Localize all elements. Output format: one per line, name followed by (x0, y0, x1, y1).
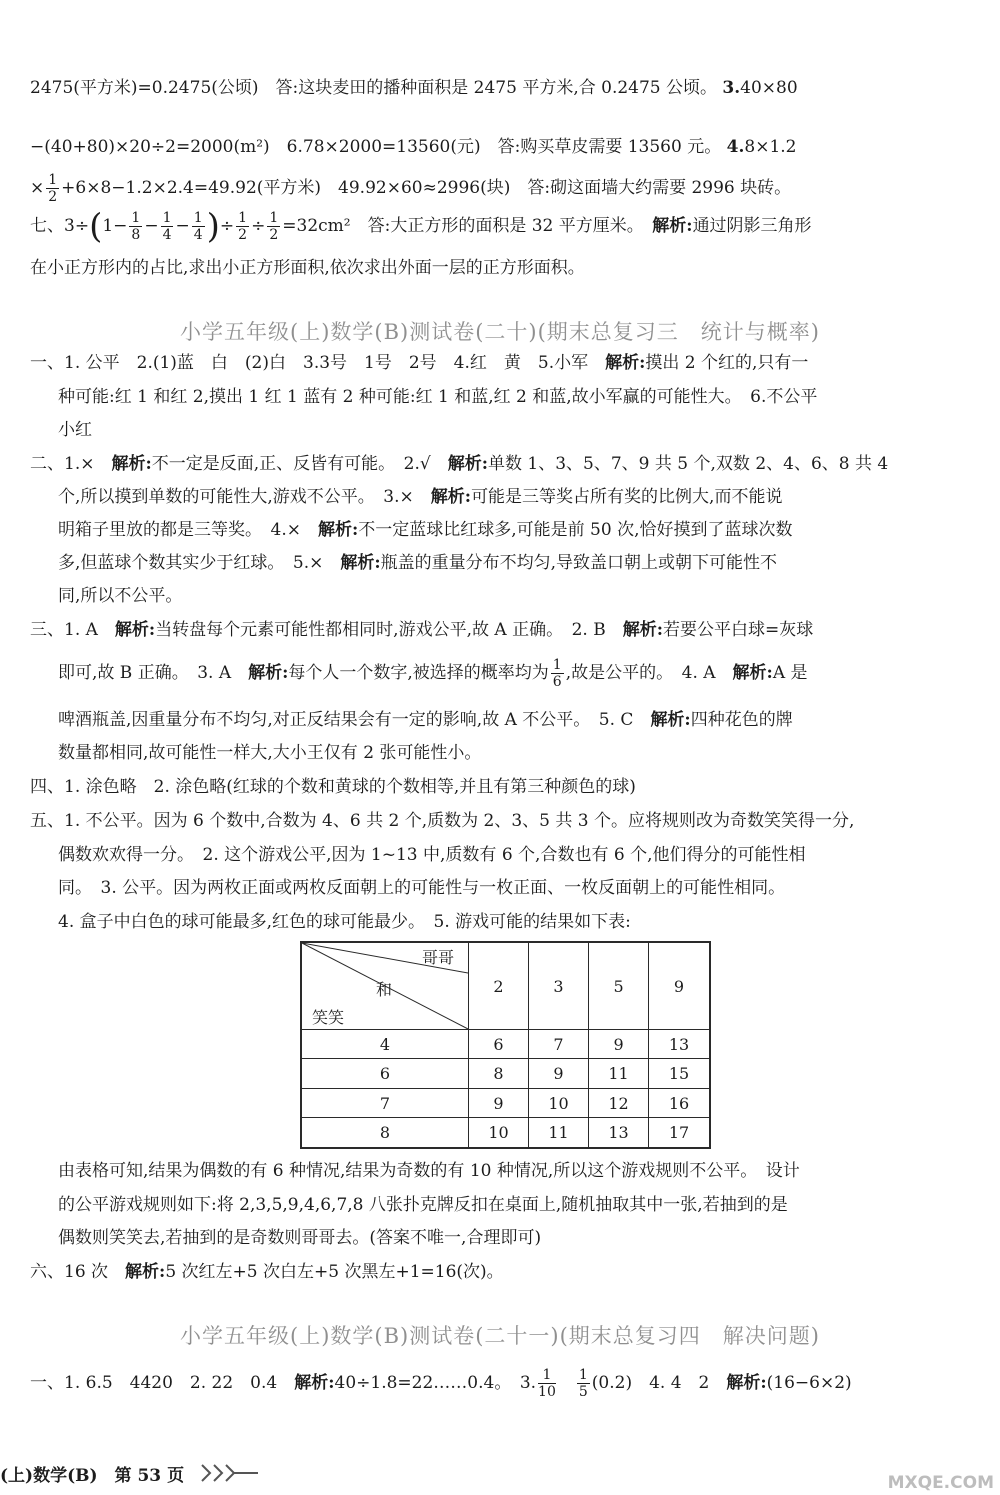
text-line: × $\frac{1}{2}$ +6×8−1.2×2.4=49.92(平方米) 49.92×60≈2996(块) 答:砌这面墙大约需要 2996 块砖。 (30, 172, 792, 205)
text-line: 明箱子里放的都是三等奖。 4.× 解析:不一定蓝球比红球多,可能是前 50 次,恰好摸到了蓝球次数 (58, 520, 793, 540)
table-cell: 6 (469, 1030, 529, 1059)
game-results-table (300, 941, 711, 1149)
text-line: 2475(平方米)=0.2475(公顷) 答:这块麦田的播种面积是 2475 平方米,合 0.2475 公顷。 3.40×80 (30, 78, 798, 98)
question-7: 七、3÷(1− $\frac{1}{8}$ − $\frac{1}{4}$ − $\frac{1}{4}$ )÷ $\frac{1}{2}$ ÷ $\frac{1}{2}$ =32cm² 答:大正方形的面积是 32 平方厘米。 解析:通过阴影三角形 (30, 206, 812, 247)
corner-label: 笑笑 (312, 1008, 345, 1027)
section-title: 小学五年级(上)数学(B)测试卷(二十一)(期末总复习四 解决问题) (180, 1324, 820, 1348)
row-header: 6 (301, 1059, 469, 1088)
table-cell: 10 (529, 1088, 589, 1117)
table-cell: 11 (589, 1059, 649, 1088)
table-row (301, 1088, 710, 1117)
row-header: 8 (301, 1118, 469, 1148)
arrow-decoration-icon (200, 1463, 260, 1483)
footer-label: (上)数学(B) 第 53 页 (0, 1466, 185, 1486)
section-title: 小学五年级(上)数学(B)测试卷(二十)(期末总复习三 统计与概率) (180, 320, 820, 344)
table-cell: 9 (469, 1088, 529, 1117)
table-row (301, 1059, 710, 1088)
text-line: 同,所以不公平。 (58, 586, 183, 606)
text-line: 啤酒瓶盖,因重量分布不均匀,对正反结果会有一定的影响,故 A 不公平。 5. C 解析:四种花色的牌 (58, 710, 793, 730)
table-cell: 11 (529, 1118, 589, 1148)
row-header: 4 (301, 1030, 469, 1059)
text-line: 偶数欢欢得一分。 2. 这个游戏公平,因为 1~13 中,质数有 6 个,合数也有 6 个,他们得分的可能性相 (58, 845, 806, 865)
text-line: −(40+80)×20÷2=2000(m²) 6.78×2000=13560(元) 答:购买草皮需要 13560 元。 4.8×1.2 (30, 137, 797, 157)
table-cell: 8 (469, 1059, 529, 1088)
text-line: 由表格可知,结果为偶数的有 6 种情况,结果为奇数的有 10 种情况,所以这个游戏规则不公平。 设计 (58, 1161, 800, 1181)
table-cell: 15 (649, 1059, 710, 1088)
table-cell: 13 (649, 1030, 710, 1059)
text-line: 二、1.× 解析:不一定是反面,正、反皆有可能。 2.√ 解析:单数 1、3、5、7、9 共 5 个,双数 2、4、6、8 共 4 (30, 454, 889, 474)
text-line: 多,但蓝球个数其实少于红球。 5.× 解析:瓶盖的重量分布不均匀,导致盖口朝上或朝下可能性不 (58, 553, 778, 573)
text-line: 4. 盒子中白色的球可能最多,红色的球可能最少。 5. 游戏可能的结果如下表: (58, 912, 631, 932)
text-line: 三、1. A 解析:当转盘每个元素可能性都相同时,游戏公平,故 A 正确。 2. B 解析:若要公平白球=灰球 (30, 620, 814, 640)
text-line: 同。 3. 公平。因为两枚正面或两枚反面朝上的可能性与一枚正面、一枚反面朝上的可能性相同。 (58, 878, 786, 898)
text-line: 即可,故 B 正确。 3. A 解析:每个人一个数字,被选择的概率均为 $\frac{1}{6}$ ,故是公平的。 4. A 解析:A 是 (58, 657, 808, 690)
text-line: 一、1. 6.5 4420 2. 22 0.4 解析:40÷1.8=22……0.4。 3. $\frac{1}{10}$ $\frac{1}{5}$ (0.2) 4. 4 2 解析:(16−6×2) (30, 1367, 852, 1400)
table-cell: 17 (649, 1118, 710, 1148)
table-cell: 10 (469, 1118, 529, 1148)
table-cell: 16 (649, 1088, 710, 1117)
table-cell: 12 (589, 1088, 649, 1117)
text-line: 一、1. 公平 2.(1)蓝 白 (2)白 3.3号 1号 2号 4.红 黄 5.小军 解析:摸出 2 个红的,只有一 (30, 353, 809, 373)
text-line: 在小正方形内的占比,求出小正方形面积,依次求出外面一层的正方形面积。 (30, 258, 585, 278)
table-cell: 9 (589, 1030, 649, 1059)
fraction: $\frac{1}{2}$ (48, 172, 58, 205)
text-line: 偶数则笑笑去,若抽到的是奇数则哥哥去。(答案不唯一,合理即可) (58, 1228, 542, 1248)
column-header: 5 (589, 942, 649, 1030)
text-line: 四、1. 涂色略 2. 涂色略(红球的个数和黄球的个数相等,并且有第三种颜色的球) (30, 777, 636, 797)
watermark: MXQE.COM (887, 1473, 994, 1493)
column-header: 3 (529, 942, 589, 1030)
page-footer (0, 1449, 1000, 1495)
table-row (301, 1030, 710, 1059)
corner-label: 哥哥 (421, 948, 454, 967)
text-line: 种可能:红 1 和红 2,摸出 1 红 1 蓝有 2 种可能:红 1 和蓝,红 2 和蓝,故小军赢的可能性大。 6.不公平 (58, 387, 818, 407)
text-line: 五、1. 不公平。因为 6 个数中,合数为 4、6 共 2 个,质数为 2、3、5 共 3 个。应将规则改为奇数笑笑得一分, (30, 811, 855, 831)
text-line: 个,所以摸到单数的可能性大,游戏不公平。 3.× 解析:可能是三等奖占所有奖的比例大,而不能说 (58, 487, 783, 507)
text-line: 数量都相同,故可能性一样大,大小王仅有 2 张可能性小。 (58, 743, 482, 763)
table-cell: 13 (589, 1118, 649, 1148)
text-line: 的公平游戏规则如下:将 2,3,5,9,4,6,7,8 八张扑克牌反扣在桌面上,随机抽取其中一张,若抽到的是 (58, 1195, 788, 1215)
text-line: 六、16 次 解析:5 次红左+5 次白左+5 次黑左+1=16(次)。 (30, 1262, 504, 1282)
column-header: 2 (469, 942, 529, 1030)
text-line: 小红 (58, 420, 92, 440)
table-cell: 9 (529, 1059, 589, 1088)
table-corner-cell (301, 942, 469, 1030)
row-header: 7 (301, 1088, 469, 1117)
corner-label: 和 (376, 980, 393, 999)
column-header: 9 (649, 942, 710, 1030)
table-row (301, 1118, 710, 1148)
table-cell: 7 (529, 1030, 589, 1059)
